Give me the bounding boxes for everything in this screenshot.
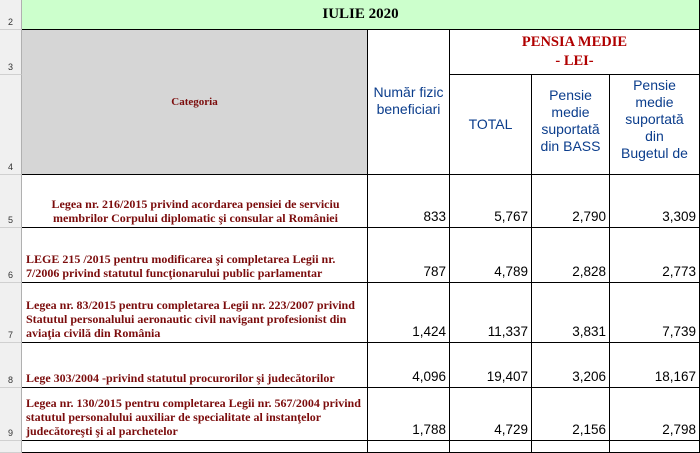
law-text: Lege 303/2004 -privind statutul procurorilor şi judecătorilor [26, 371, 335, 385]
table-row-law[interactable] [22, 283, 368, 343]
row-header-2[interactable]: 2 [0, 0, 22, 30]
cell-bass[interactable]: 2,790 [532, 175, 610, 228]
header-pensie-bass[interactable] [532, 75, 610, 175]
cell-beneficiari[interactable]: 787 [368, 228, 450, 283]
cell-beneficiari[interactable]: 1,424 [368, 283, 450, 343]
row-header-7[interactable]: 7 [0, 283, 22, 343]
header-bass-line4: din BASS [540, 138, 601, 154]
cell-buget[interactable]: 7,739 [610, 283, 700, 343]
header-bass-line1: Pensie [549, 87, 592, 103]
cell-partial[interactable] [532, 441, 610, 453]
table-row-law[interactable] [22, 228, 368, 283]
table-row-law[interactable] [22, 388, 368, 441]
row-header-8[interactable]: 8 [0, 343, 22, 388]
cell-bass[interactable]: 2,156 [532, 388, 610, 441]
header-buget-line2: medie [635, 94, 674, 110]
header-categoria[interactable]: Categoria [22, 30, 368, 175]
table-row-law[interactable] [22, 175, 368, 228]
law-text: Legea nr. 83/2015 pentru completarea Legii nr. 223/2007 privind Statutul personalului aeronautic civil navigant profesionist din aviaţia civilă din România [26, 298, 355, 340]
cell-total[interactable]: 19,407 [450, 343, 532, 388]
header-bass-line3: suportată [541, 121, 600, 137]
header-buget-line1: Pensie [633, 77, 676, 93]
table-title[interactable]: IULIE 2020 [22, 0, 700, 30]
header-bass-line2: medie [551, 104, 590, 120]
cell-buget[interactable]: 3,309 [610, 175, 700, 228]
cell-bass[interactable]: 2,828 [532, 228, 610, 283]
row-header-5[interactable]: 5 [0, 175, 22, 228]
cell-partial[interactable] [368, 441, 450, 453]
header-pensia-medie-line2: - LEI- [555, 53, 594, 69]
cell-total[interactable]: 4,789 [450, 228, 532, 283]
row-header-9[interactable]: 9 [0, 388, 22, 441]
law-text: Legea nr. 130/2015 pentru completarea Legii nr. 567/2004 privind statutul personalului auxiliar de specialitate al instanţelor judecătoreşti şi al parchetelor [26, 396, 361, 438]
cell-bass[interactable]: 3,831 [532, 283, 610, 343]
header-buget-line3: suportată [625, 111, 684, 127]
cell-total[interactable]: 5,767 [450, 175, 532, 228]
cell-partial[interactable] [610, 441, 700, 453]
header-buget-line4: din [645, 128, 664, 144]
header-numar-beneficiari[interactable] [368, 30, 450, 175]
header-numar-line1: Număr fizic [373, 84, 444, 100]
row-header-6[interactable]: 6 [0, 228, 22, 283]
row-header-10[interactable] [0, 441, 22, 453]
cell-beneficiari[interactable]: 4,096 [368, 343, 450, 388]
header-buget-line5: Bugetul de [621, 145, 688, 161]
row-header-3[interactable]: 3 [0, 30, 22, 75]
cell-total[interactable]: 11,337 [450, 283, 532, 343]
cell-partial[interactable] [450, 441, 532, 453]
row-header-4[interactable]: 4 [0, 75, 22, 175]
cell-buget[interactable]: 2,773 [610, 228, 700, 283]
law-text: LEGE 215 /2015 pentru modificarea şi completarea Legii nr. 7/2006 privind statutul funcţionarului public parlamentar [26, 252, 336, 280]
cell-buget[interactable]: 18,167 [610, 343, 700, 388]
cell-bass[interactable]: 3,206 [532, 343, 610, 388]
header-pensia-medie[interactable] [450, 30, 700, 75]
cell-buget[interactable]: 2,798 [610, 388, 700, 441]
table-row-partial[interactable] [22, 441, 368, 453]
header-pensia-medie-line1: PENSIA MEDIE [521, 34, 628, 50]
table-row-law[interactable] [22, 343, 368, 388]
cell-total[interactable]: 4,729 [450, 388, 532, 441]
header-numar-line2: beneficiari [376, 101, 441, 117]
cell-beneficiari[interactable]: 833 [368, 175, 450, 228]
law-text: Legea nr. 216/2015 privind acordarea pensiei de serviciu membrilor Corpului diplomatic şi consular al României [51, 197, 340, 225]
header-total[interactable]: TOTAL [450, 75, 532, 175]
header-pensie-buget[interactable] [610, 75, 700, 175]
cell-beneficiari[interactable]: 1,788 [368, 388, 450, 441]
